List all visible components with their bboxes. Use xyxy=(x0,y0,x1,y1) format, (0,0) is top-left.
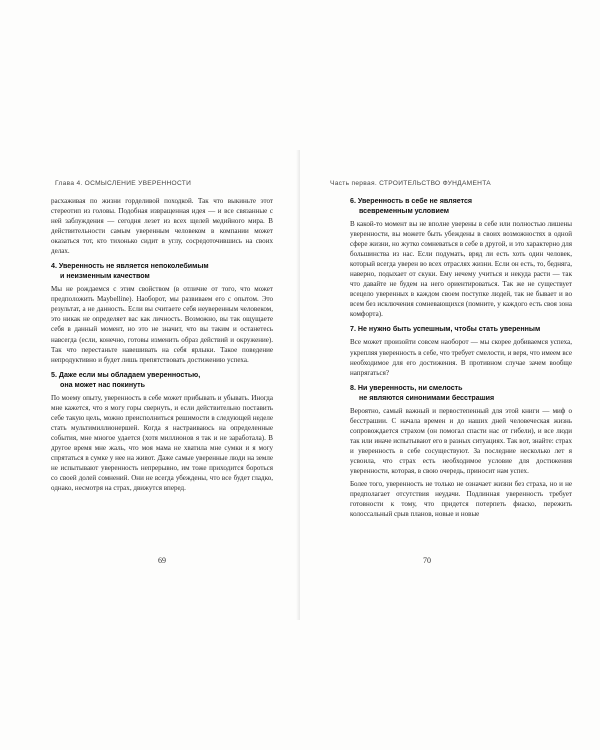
page-body xyxy=(51,196,273,496)
heading-line: всевременным условием xyxy=(359,207,449,215)
heading-line: 4. Уверенность не является непоколебимым xyxy=(51,262,209,271)
section-heading xyxy=(350,383,572,403)
paragraph: расхаживая по жизни горделивой походкой. Так что выкиньте этот стереотип из головы. Подобная извращенная идея — и все связанные с ней заблуждения — сегодня лезет из всех щелей медийного мира. В действительности самым уверенным человеком в компании может оказаться тот, кто тихонько сидит в углу, сосредоточившись на своих делах. xyxy=(51,197,273,256)
paragraph: Мы не рождаемся с этим свойством (в отличие от того, что может предположить Maybelline). Наоборот, мы развиваем его с опытом. Это результат, а не данность. Если вы считаете себя неуверенным человеком, это никак не определяет вас как личность. Возможно, вы так ощущаете себя в данный момент, но это не значит, что вы таким и останетесь навсегда (если, конечно, готовы изменить образ действий и окружение). Так что перестаньте навешивать на себя ярлыки. Такое поведение непродуктивно и будет лишь препятствовать достижению успеха. xyxy=(51,285,273,364)
section-heading xyxy=(51,261,273,281)
heading-line: не являются синонимами бесстрашия xyxy=(359,393,495,402)
paragraph: По моему опыту, уверенность в себе может прибывать и убывать. Иногда мне кажется, что я могу горы свернуть, и если действительно поставить себе такую цель, можно преисполниться решимости в следующей неделе стать мультимиллионершей. Когда я настраиваюсь на определенные события, мне многое удается (хотя миллионов я так и не заработала). В другое время мне жаль, что моя мама не хватила мне сумки и я могу спрятаться в сумке у нее на живот. Даже самые уверенные люди на земле не испытывают уверенность непрерывно, им тоже приходится бороться со своей долей сомнений. Они не всегда убеждены, что все будет гладко, однако, несмотря на страх, движутся вперед. xyxy=(51,393,273,493)
running-head: Часть первая. СТРОИТЕЛЬСТВО ФУНДАМЕНТА xyxy=(330,180,492,187)
heading-line: 8. Ни уверенность, ни смелость xyxy=(350,383,463,392)
heading-line: 5. Даже если мы обладаем уверенностью, xyxy=(51,370,201,379)
heading-line: она может нас покинуть xyxy=(60,380,145,389)
running-head: Глава 4. ОСМЫСЛЕНИЕ УВЕРЕННОСТИ xyxy=(55,180,192,187)
heading-line: 6. Уверенность в себе не является xyxy=(350,197,473,205)
heading-line: 7. Не нужно быть успешным, чтобы стать уверенным xyxy=(350,325,541,334)
section-heading xyxy=(350,196,572,216)
section-heading xyxy=(350,324,572,334)
paragraph: Более того, уверенность не только не означает жизни без страха, но и не предполагает отсутствия неудачи. Подлинная уверенность требует готовности к тому, что придется потерпеть фиаско, пережить колоссальный срыв планов, новые и новые xyxy=(350,479,572,519)
paragraph: Все может произойти совсем наоборот — мы скорее добиваемся успеха, укрепляя уверенность в себе, что требует смелости, и веря, что имеем все необходимое для его достижения. В противном случае зачем вообще напрягаться? xyxy=(350,338,572,377)
page-body xyxy=(350,196,572,522)
section-heading xyxy=(51,370,273,390)
page-number: 70 xyxy=(423,556,431,565)
paragraph: Вероятно, самый важный и первостепенный для этой книги — миф о бесстрашии. С начала времен и до наших дней человеческая жизнь сопровождается страхом (он помогал спасти нас от гибели), и все люди так или иначе испытывают его в разных ситуациях. Так вот, знайте: страх и уверенность в себе сосуществуют. За последние несколько лет я усвоила, что страх есть необходимое условие для достижения уверенности, которая, в свою очередь, приносит нам успех. xyxy=(350,406,572,475)
right-page xyxy=(300,0,600,750)
paragraph: В какой-то момент вы не вполне уверены в себе или полностью лишены уверенности, вы можете быть убеждены в своих возможностях в одной сфере жизни, но жутко сомневаться в себе в другой, и это характерно для большинства из нас. Если подумать, вряд ли есть хоть один человек, который всегда уверен во всех отраслях жизни. Если он есть, то, бедняга, наверно, подыхает от скуки. Ему нечему учиться и некуда расти — так что давайте не будем на него ориентироваться. Так же не существует всецело уверенных в каждом своем поступке людей, так не бывает и во всем без исключения сомневающихся (помните, у каждого есть своя зона комфорта). xyxy=(350,220,572,319)
heading-line: и неизменным качеством xyxy=(60,272,150,281)
page-number: 69 xyxy=(158,556,166,565)
